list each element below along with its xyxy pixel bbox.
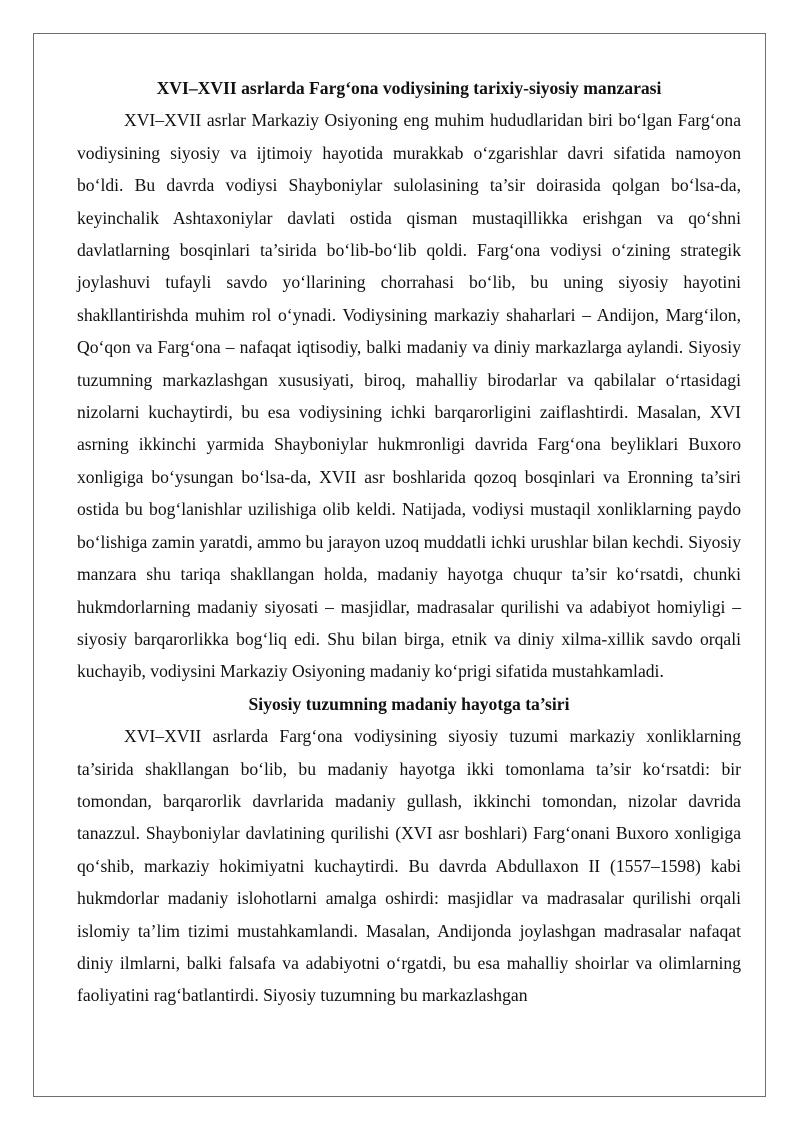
document-body (77, 72, 741, 1012)
paragraph-cultural-impact: XVI–XVII asrlarda Farg‘ona vodiysining siyosiy tuzumi markaziy xonliklarning ta’sirida shakllangan bo‘lib, bu madaniy hayotga ikki tomonlama ta’sir ko‘rsatdi: bir tomondan, barqarorlik davrlarida madaniy gullash, ikkinchi tomondan, nizolar davrida tanazzul. Shayboniylar davlatining qurilishi (XVI asr boshlari) Farg‘onani Buxoro xonligiga qo‘shib, markaziy hokimiyatni kuchaytirdi. Bu davrda Abdullaxon II (1557–1598) kabi hukmdorlar madaniy islohotlarni amalga oshirdi: masjidlar va madrasalar qurilishi orqali islomiy ta’lim tizimi mustahkamlandi. Masalan, Andijonda joylashgan madrasalar nafaqat diniy ilmlarni, balki falsafa va adabiyotni o‘rgatdi, bu esa mahalliy shoirlar va olimlarning faoliyatini rag‘batlantirdi. Siyosiy tuzumning bu markazlashgan (77, 726, 741, 1006)
paragraph-political-landscape: XVI–XVII asrlar Markaziy Osiyoning eng muhim hududlaridan biri bo‘lgan Farg‘ona vodiysining siyosiy va ijtimoiy hayotida murakkab o‘zgarishlar davri sifatida namoyon bo‘ldi. Bu davrda vodiysi Shayboniylar sulolasining ta’sir doirasida qolgan bo‘lsa-da, keyinchalik Ashtaxoniylar davlati ostida qisman mustaqillikka erishgan va qo‘shni davlatlarning bosqinlari ta’sirida bo‘lib-bo‘lib qoldi. Farg‘ona vodiysi o‘zining strategik joylashuvi tufayli savdo yo‘llarining chorrahasi bo‘lib, bu uning siyosiy hayotini shakllantirishda muhim rol o‘ynadi. Vodiysining markaziy shaharlari – Andijon, Marg‘ilon, Qo‘qon va Farg‘ona – nafaqat iqtisodiy, balki madaniy va diniy markazlarga aylandi. Siyosiy tuzumning markazlashgan xususiyati, biroq, mahalliy birodarlar va qabilalar o‘rtasidagi nizolarni kuchaytirdi, bu esa vodiysining ichki barqarorligini zaiflashtirdi. Masalan, XVI asrning ikkinchi yarmida Shayboniylar hukmronligi davrida Farg‘ona beyliklari Buxoro xonligiga bo‘ysungan bo‘lsa-da, XVII asr boshlarida qozoq bosqinlari va Eronning ta’siri ostida bu bog‘lanishlar uzilishiga olib keldi. Natijada, vodiysi mustaqil xonliklarning paydo bo‘lishiga zamin yaratdi, ammo bu jarayon uzoq muddatli ichki urushlar bilan kechdi. Siyosiy manzara shu tariqa shakllangan holda, madaniy hayotga chuqur ta’sir ko‘rsatdi, chunki hukmdorlarning madaniy siyosati – masjidlar, madrasalar qurilishi va adabiyot homiyligi – siyosiy barqarorlikka bog‘liq edi. Shu bilan birga, etnik va diniy xilma-xillik savdo orqali kuchayib, vodiysini Markaziy Osiyoning madaniy ko‘prigi sifatida mustahkamladi. (77, 110, 741, 682)
section-heading-cultural-impact: Siyosiy tuzumning madaniy hayotga ta’siri (248, 693, 570, 714)
section-heading-political-landscape: XVI–XVII asrlarda Farg‘ona vodiysining tarixiy-siyosiy manzarasi (156, 78, 662, 98)
